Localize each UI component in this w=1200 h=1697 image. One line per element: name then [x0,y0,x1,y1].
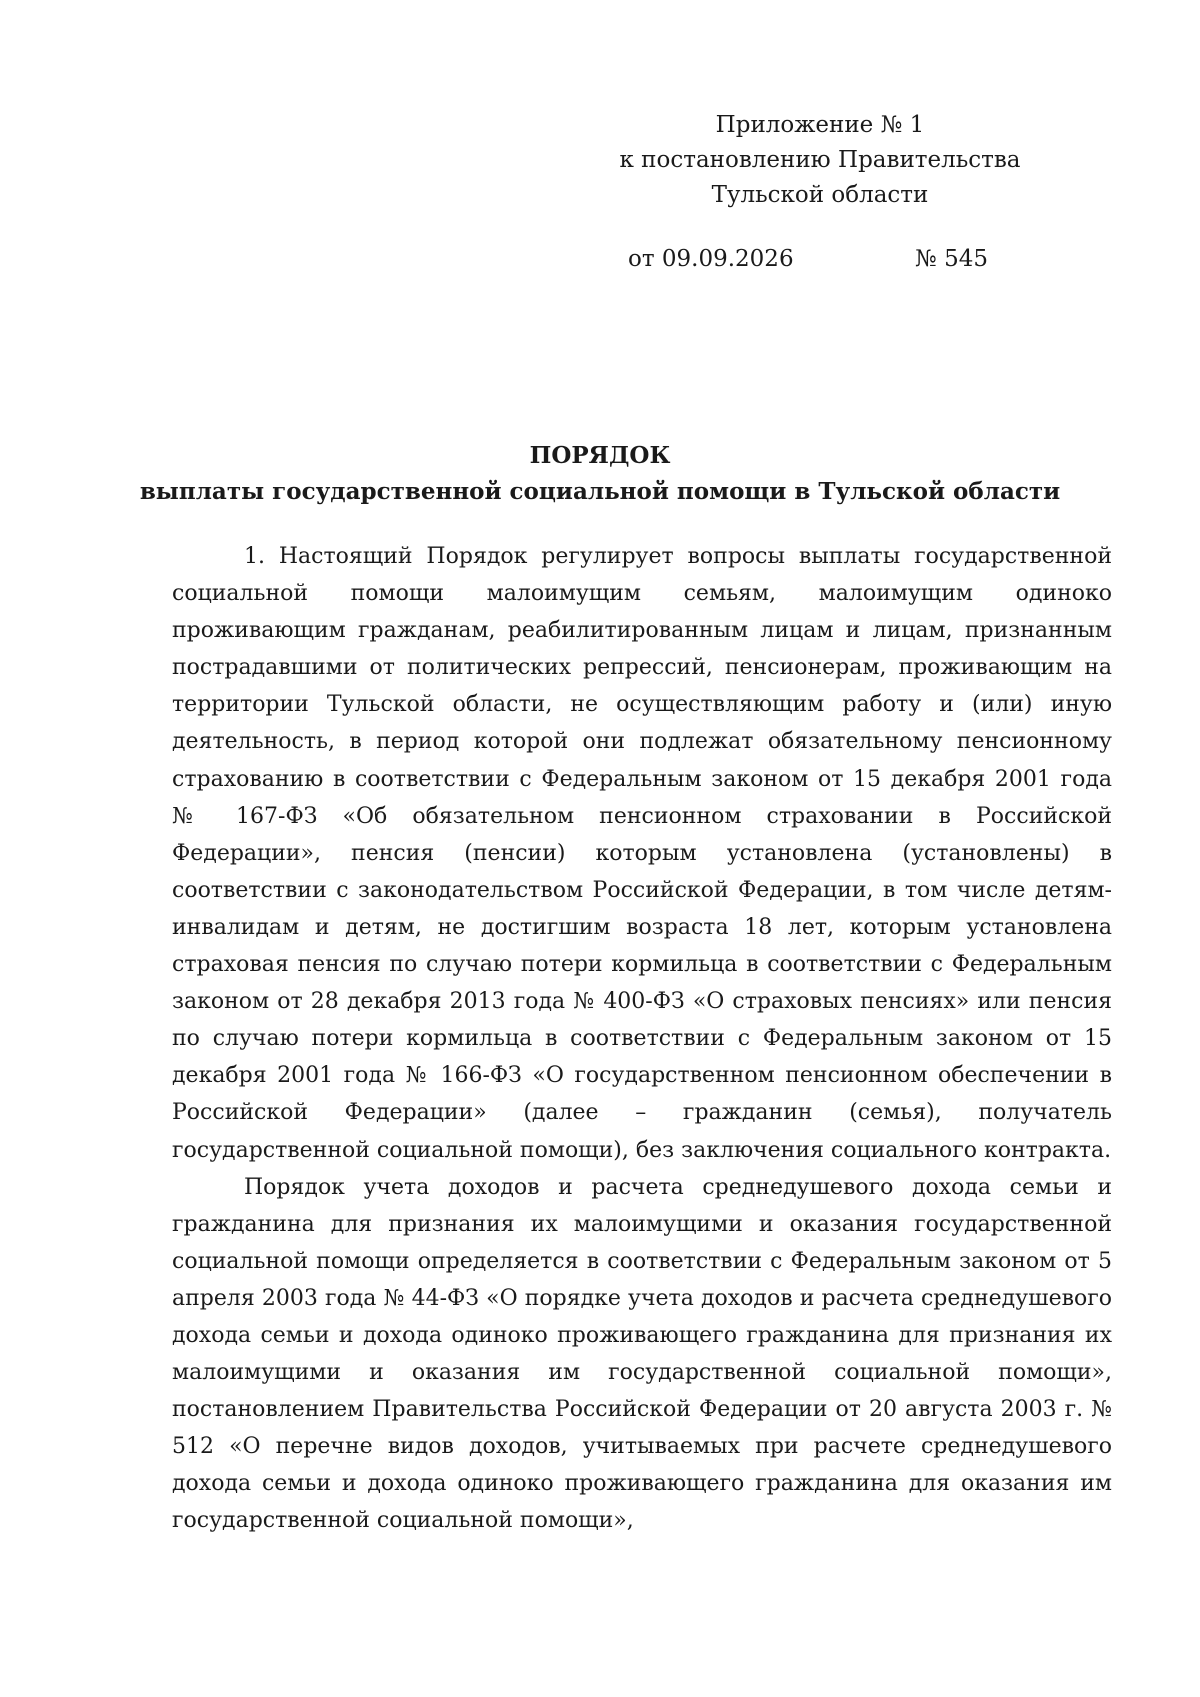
title-subtitle: выплаты государственной социальной помощи в Тульской области [139,478,1061,505]
appendix-line: к постановлению Правительства [619,147,1021,173]
document-date: от 09.09.2026 [628,246,794,272]
paragraph: Порядок учета доходов и расчета среднедушевого дохода семьи и гражданина для признания их малоимущими и оказания государственной социальной помощи определяется в соответствии с Федеральным законом от 5 апреля 2003 года № 44-ФЗ «О порядке учета доходов и расчета среднедушевого дохода семьи и дохода одиноко проживающего гражданина для признания их малоимущими и оказания им государственной социальной помощи», постановлением Правительства Российской Федерации от 20 августа 2003 г. № 512 «О перечне видов доходов, учитываемых при расчете среднедушевого дохода семьи и дохода одиноко проживающего гражданина для оказания им государственной социальной помощи», [172,1174,1112,1534]
document-body [172,538,1112,1540]
document-number: № 545 [915,246,988,272]
title-main: ПОРЯДОК [529,442,671,469]
appendix-block [560,108,1080,213]
appendix-line: Тульской области [711,182,929,208]
appendix-line: Приложение № 1 [715,112,925,138]
document-title [130,438,1070,510]
paragraph: 1. Настоящий Порядок регулирует вопросы выплаты государственной социальной помощи малоимущим семьям, малоимущим одиноко проживающим гражданам, реабилитированным лицам и лицам, признанным пострадавшими от политических репрессий, пенсионерам, проживающим на территории Тульской области, не осуществляющим работу и (или) иную деятельность, в период которой они подлежат обязательному пенсионному страхованию в соответствии с Федеральным законом от 15 декабря 2001 года № 167-ФЗ «Об обязательном пенсионном страховании в Российской Федерации», пенсия (пенсии) которым установлена (установлены) в соответствии с законодательством Российской Федерации, в том числе детям-инвалидам и детям, не достигшим возраста 18 лет, которым установлена страховая пенсия по случаю потери кормильца в соответствии с Федеральным законом от 28 декабря 2013 года № 400-ФЗ «О страховых пенсиях» или пенсия по случаю потери кормильца в соответствии с Федеральным законом от 15 декабря 2001 года № 166-ФЗ «О государственном пенсионном обеспечении в Российской Федерации» (далее – гражданин (семья), получатель государственной социальной помощи), без заключения социального контракта. [172,544,1112,1163]
